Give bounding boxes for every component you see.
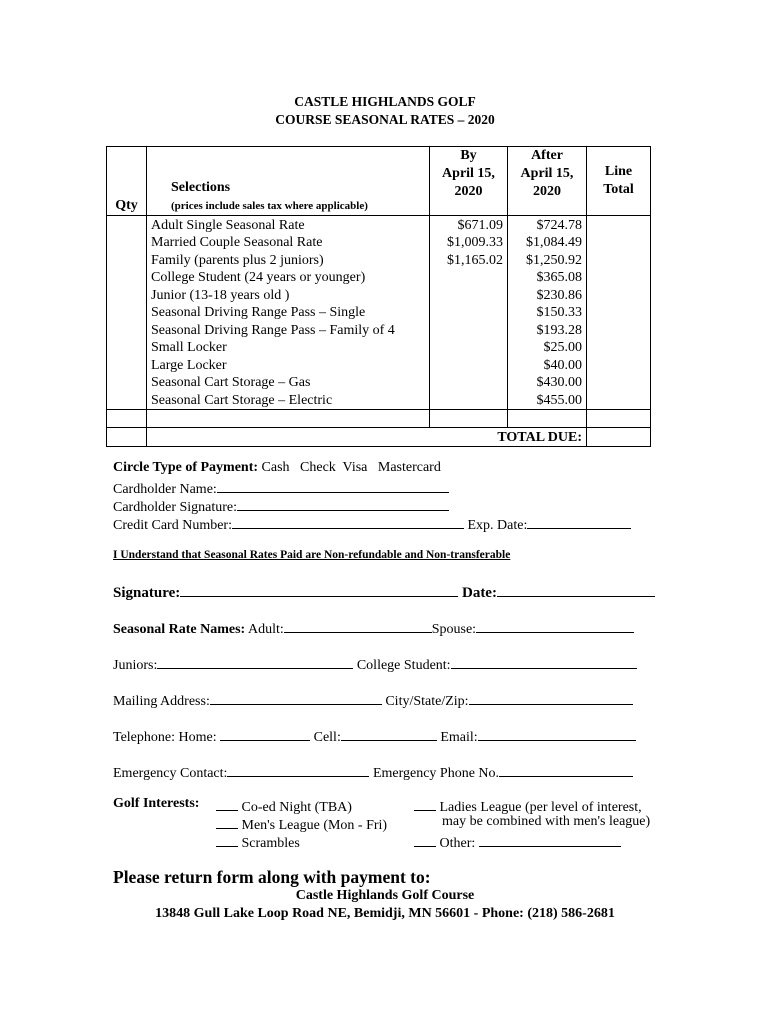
selection-label: Adult Single Seasonal Rate — [147, 216, 430, 234]
city-state-zip-field[interactable] — [469, 690, 633, 705]
signature-date-field[interactable] — [497, 582, 655, 597]
after-price: $365.08 — [508, 269, 587, 287]
cardholder-signature-field[interactable] — [237, 496, 449, 511]
interest-scrambles[interactable] — [216, 832, 300, 852]
interest-checkbox[interactable] — [216, 814, 238, 829]
selection-label: Junior (13-18 years old ) — [147, 286, 430, 304]
emergency-phone-field[interactable] — [499, 762, 633, 777]
qty-cell[interactable] — [107, 251, 147, 269]
exp-date-label: Exp. Date: — [467, 518, 528, 533]
interest-ladies-note: may be combined with men's league) — [442, 814, 651, 829]
table-row — [107, 216, 651, 234]
juniors-field[interactable] — [157, 654, 353, 669]
by-header-line: April 15, — [442, 166, 495, 181]
line-total-header-line: Line — [604, 164, 633, 179]
by-blank — [430, 409, 508, 428]
cardholder-name-label: Cardholder Name: — [113, 482, 217, 497]
by-header-line: By — [460, 148, 477, 163]
signature-date-label: Date: — [461, 585, 497, 601]
emergency-contact-field[interactable] — [227, 762, 369, 777]
line-total-cell[interactable] — [587, 356, 651, 374]
interest-label: Co-ed Night (TBA) — [241, 800, 352, 815]
mailing-address-label: Mailing Address: — [113, 694, 210, 709]
qty-cell[interactable] — [107, 356, 147, 374]
by-price: $671.09 — [430, 216, 508, 234]
selection-blank[interactable] — [147, 409, 430, 428]
cardholder-name-line — [113, 478, 449, 498]
line-total-header — [587, 147, 651, 216]
line-total-cell[interactable] — [587, 409, 651, 428]
line-total-cell[interactable] — [587, 216, 651, 234]
interest-label: Other: — [439, 836, 476, 851]
line-total-cell[interactable] — [587, 374, 651, 392]
spouse-label: Spouse: — [431, 622, 477, 637]
total-due-cell[interactable] — [587, 428, 651, 447]
line-total-cell[interactable] — [587, 321, 651, 339]
qty-cell[interactable] — [107, 216, 147, 234]
table-row — [107, 286, 651, 304]
selection-label: Seasonal Driving Range Pass – Family of 4 — [147, 321, 430, 339]
after-price: $230.86 — [508, 286, 587, 304]
total-due-label: TOTAL DUE: — [147, 428, 587, 447]
after-price: $40.00 — [508, 356, 587, 374]
after-price: $724.78 — [508, 216, 587, 234]
after-price: $193.28 — [508, 321, 587, 339]
signature-label: Signature: — [113, 585, 181, 601]
after-blank — [508, 409, 587, 428]
after-header-line: After — [531, 148, 563, 163]
course-name: Castle Highlands Golf Course — [295, 888, 475, 903]
qty-cell — [107, 428, 147, 447]
qty-cell[interactable] — [107, 234, 147, 252]
qty-header: Qty — [107, 147, 147, 216]
college-student-label: College Student: — [356, 658, 451, 673]
qty-cell[interactable] — [107, 286, 147, 304]
emergency-phone-label: Emergency Phone No. — [372, 766, 500, 781]
table-row — [107, 356, 651, 374]
line-total-cell[interactable] — [587, 339, 651, 357]
adult-name-field[interactable] — [284, 618, 432, 633]
by-price: $1,165.02 — [430, 251, 508, 269]
payment-type-label: Circle Type of Payment: — [113, 460, 259, 475]
by-price — [430, 286, 508, 304]
cardholder-signature-label: Cardholder Signature: — [113, 500, 238, 515]
credit-card-field[interactable] — [232, 514, 464, 529]
selection-label: Large Locker — [147, 356, 430, 374]
adult-label: Adult: — [247, 622, 284, 637]
line-total-cell[interactable] — [587, 234, 651, 252]
city-state-zip-label: City/State/Zip: — [385, 694, 469, 709]
table-row — [107, 234, 651, 252]
qty-cell[interactable] — [107, 321, 147, 339]
table-row — [107, 391, 651, 409]
total-row — [107, 428, 651, 447]
selection-label: Seasonal Cart Storage – Electric — [147, 391, 430, 409]
table-row — [107, 251, 651, 269]
selections-note: (prices include sales tax where applicable) — [171, 200, 368, 212]
line-total-cell[interactable] — [587, 286, 651, 304]
interest-label: Ladies League (per level of interest, — [439, 800, 642, 815]
credit-card-line — [113, 514, 631, 534]
form-title-line1: CASTLE HIGHLANDS GOLF — [294, 94, 476, 109]
by-price — [430, 269, 508, 287]
qty-cell[interactable] — [107, 409, 147, 428]
qty-cell[interactable] — [107, 374, 147, 392]
line-total-cell[interactable] — [587, 391, 651, 409]
qty-cell[interactable] — [107, 269, 147, 287]
selection-label: Married Couple Seasonal Rate — [147, 234, 430, 252]
selection-label: Seasonal Driving Range Pass – Single — [147, 304, 430, 322]
by-price: $1,009.33 — [430, 234, 508, 252]
interest-other-field[interactable] — [479, 832, 621, 847]
telephone-home-label: Telephone: Home: — [113, 730, 217, 745]
rate-names-line — [113, 618, 634, 638]
mailing-address-field[interactable] — [210, 690, 382, 705]
selections-header — [147, 147, 430, 216]
interest-checkbox[interactable] — [216, 796, 238, 811]
by-header-line: 2020 — [454, 184, 483, 199]
signature-field[interactable] — [180, 582, 458, 597]
interest-checkbox[interactable] — [216, 832, 238, 847]
after-date-header — [508, 147, 587, 216]
juniors-label: Juniors: — [113, 658, 158, 673]
line-total-cell[interactable] — [587, 251, 651, 269]
form-title-line2: COURSE SEASONAL RATES – 2020 — [275, 112, 495, 127]
after-price: $1,084.49 — [508, 234, 587, 252]
selection-label: College Student (24 years or younger) — [147, 269, 430, 287]
cardholder-name-field[interactable] — [217, 478, 449, 493]
rates-table-header — [107, 147, 651, 216]
address-line — [113, 690, 633, 710]
line-total-cell[interactable] — [587, 304, 651, 322]
interest-coed[interactable] — [216, 796, 352, 816]
selection-label: Family (parents plus 2 juniors) — [147, 251, 430, 269]
return-form-heading: Please return form along with payment to: — [113, 867, 431, 887]
cardholder-signature-line — [113, 496, 449, 516]
college-student-field[interactable] — [451, 654, 637, 669]
line-total-cell[interactable] — [587, 269, 651, 287]
after-price: $430.00 — [508, 374, 587, 392]
emergency-line — [113, 762, 633, 782]
line-total-header-line: Total — [603, 182, 634, 197]
interest-label: Men's League (Mon - Fri) — [241, 818, 388, 833]
payment-type-options[interactable]: Cash Check Visa Mastercard — [261, 460, 441, 475]
table-row — [107, 269, 651, 287]
interest-ladies-league[interactable] — [414, 796, 642, 816]
table-row — [107, 374, 651, 392]
emergency-contact-label: Emergency Contact: — [113, 766, 228, 781]
rates-table — [106, 146, 651, 447]
non-refundable-notice: I Understand that Seasonal Rates Paid are Non-refundable and Non-transferable — [113, 549, 511, 561]
by-price — [430, 391, 508, 409]
course-address: 13848 Gull Lake Loop Road NE, Bemidji, MN 56601 - Phone: (218) 586-2681 — [155, 906, 615, 921]
table-row — [107, 321, 651, 339]
telephone-line — [113, 726, 636, 746]
interest-label: Scrambles — [241, 836, 300, 851]
interest-checkbox[interactable] — [414, 832, 436, 847]
signature-line — [113, 582, 655, 602]
golf-interests-label: Golf Interests: — [113, 796, 200, 811]
after-header-line: April 15, — [520, 166, 574, 181]
selections-title: Selections — [171, 180, 231, 195]
table-row — [107, 304, 651, 322]
cell-label: Cell: — [313, 730, 341, 745]
by-price — [430, 356, 508, 374]
interest-mens-league[interactable] — [216, 814, 387, 834]
by-date-header — [430, 147, 508, 216]
credit-card-label: Credit Card Number: — [113, 518, 232, 533]
selection-label: Seasonal Cart Storage – Gas — [147, 374, 430, 392]
after-header-line: 2020 — [533, 184, 561, 199]
selection-label: Small Locker — [147, 339, 430, 357]
qty-cell[interactable] — [107, 304, 147, 322]
table-row-blank — [107, 409, 651, 428]
after-price: $150.33 — [508, 304, 587, 322]
qty-cell[interactable] — [107, 339, 147, 357]
after-price: $1,250.92 — [508, 251, 587, 269]
table-row — [107, 339, 651, 357]
juniors-line — [113, 654, 637, 674]
home-phone-field[interactable] — [220, 726, 310, 741]
email-field[interactable] — [478, 726, 636, 741]
spouse-name-field[interactable] — [476, 618, 634, 633]
qty-cell[interactable] — [107, 391, 147, 409]
by-price — [430, 321, 508, 339]
rate-names-label: Seasonal Rate Names: — [113, 622, 246, 637]
cell-phone-field[interactable] — [341, 726, 437, 741]
after-price: $455.00 — [508, 391, 587, 409]
by-price — [430, 304, 508, 322]
exp-date-field[interactable] — [527, 514, 631, 529]
interest-other[interactable] — [414, 832, 621, 852]
email-label: Email: — [440, 730, 478, 745]
payment-type-line — [113, 460, 441, 476]
interest-checkbox[interactable] — [414, 796, 436, 811]
after-price: $25.00 — [508, 339, 587, 357]
by-price — [430, 339, 508, 357]
by-price — [430, 374, 508, 392]
